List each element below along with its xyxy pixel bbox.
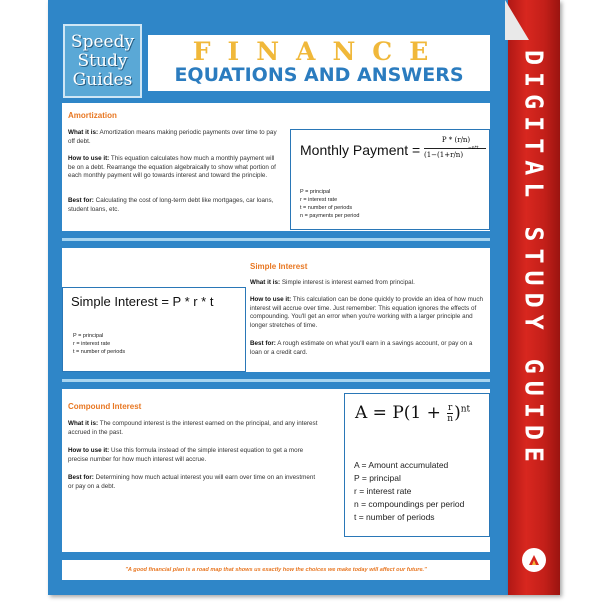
simple-interest-formula: Simple Interest = P * r * t (71, 294, 214, 309)
simple-interest-how: How to use it: This calculation can be done quickly to provide an idea of how much interest will accrue over time. Just remember: This equation ignores the effects of compounding. You'll get an error when you're working with a larger principle and longer stretches of time. (250, 296, 483, 329)
compound-interest-formula-box (344, 393, 490, 537)
speedy-study-guides-logo (63, 24, 142, 98)
compound-interest-variables: A = Amount accumulated P = principal r = interest rate n = compoundings per period t = number of periods (354, 460, 465, 522)
amortization-best: Best for: Calculating the cost of long-term debt like mortgages, car loans, student loans, etc. (68, 197, 274, 213)
spine-title: DIGITAL STUDY GUIDE (519, 50, 549, 469)
subtitle: EQUATIONS AND ANSWERS (174, 64, 464, 86)
compound-interest-formula: A = P(1 + $\frac{r}{n}$ )$^{nt}$ (355, 403, 471, 424)
compound-interest-what: What it is: The compound interest is the interest earned on the principal, and any interest accrued in the past. (68, 420, 318, 436)
section-title-compound-interest: Compound Interest (68, 402, 142, 411)
section-title-amortization: Amortization (68, 111, 117, 120)
amortization-how: How to use it: This equation calculates how much a monthly payment will be on a debt. Rearrange the equation algebraically to show what portion of each monthly payment will go towards interest and toward the principle. (68, 155, 276, 179)
payment-numerator: P * (r/n) (441, 136, 471, 144)
rate-fraction: $\frac{r}{n}$ (447, 403, 454, 424)
section-title-simple-interest: Simple Interest (250, 262, 308, 271)
section-divider (62, 238, 490, 241)
simple-interest-best: Best for: A rough estimate on what you'll earn in a savings account, or pay on a loan or a credit card. (250, 340, 473, 356)
compound-interest-best: Best for: Determining how much actual interest you will earn over time on an investment or pay on a debt. (68, 474, 316, 490)
simple-interest-variables: P = principal r = interest rate t = number of periods (73, 333, 126, 355)
logo-line-2: Study (77, 50, 128, 71)
monthly-payment-label: Monthly Payment = (300, 142, 421, 158)
amortization-variables: P = principal r = interest rate t = number of periods n = payments per period (300, 189, 360, 219)
logo-line-1: Speedy (70, 31, 135, 52)
payment-denominator: (1−(1+r/n) (424, 151, 464, 159)
flame-book-icon (522, 548, 546, 572)
amortization-formula-box (290, 129, 490, 230)
payment-exponent: −n*t (468, 146, 479, 151)
simple-interest-formula-box (62, 287, 246, 372)
simple-interest-what: What it is: Simple interest is interest earned from principal. (250, 279, 415, 286)
title-banner (148, 35, 490, 91)
compound-interest-how: How to use it: Use this formula instead of the simple interest equation to get a more precise number for how much interest will accrue. (68, 447, 304, 463)
quote-text: "A good financial plan is a road map that shows us exactly how the choices we make today will affect our future." (125, 567, 427, 573)
quote-banner (62, 560, 490, 580)
amortization-what: What it is: Amortization means making periodic payments over time to pay off debt. (68, 129, 277, 145)
section-divider (62, 379, 490, 382)
logo-line-3: Guides (72, 69, 133, 90)
main-title: FINANCE (192, 37, 446, 66)
